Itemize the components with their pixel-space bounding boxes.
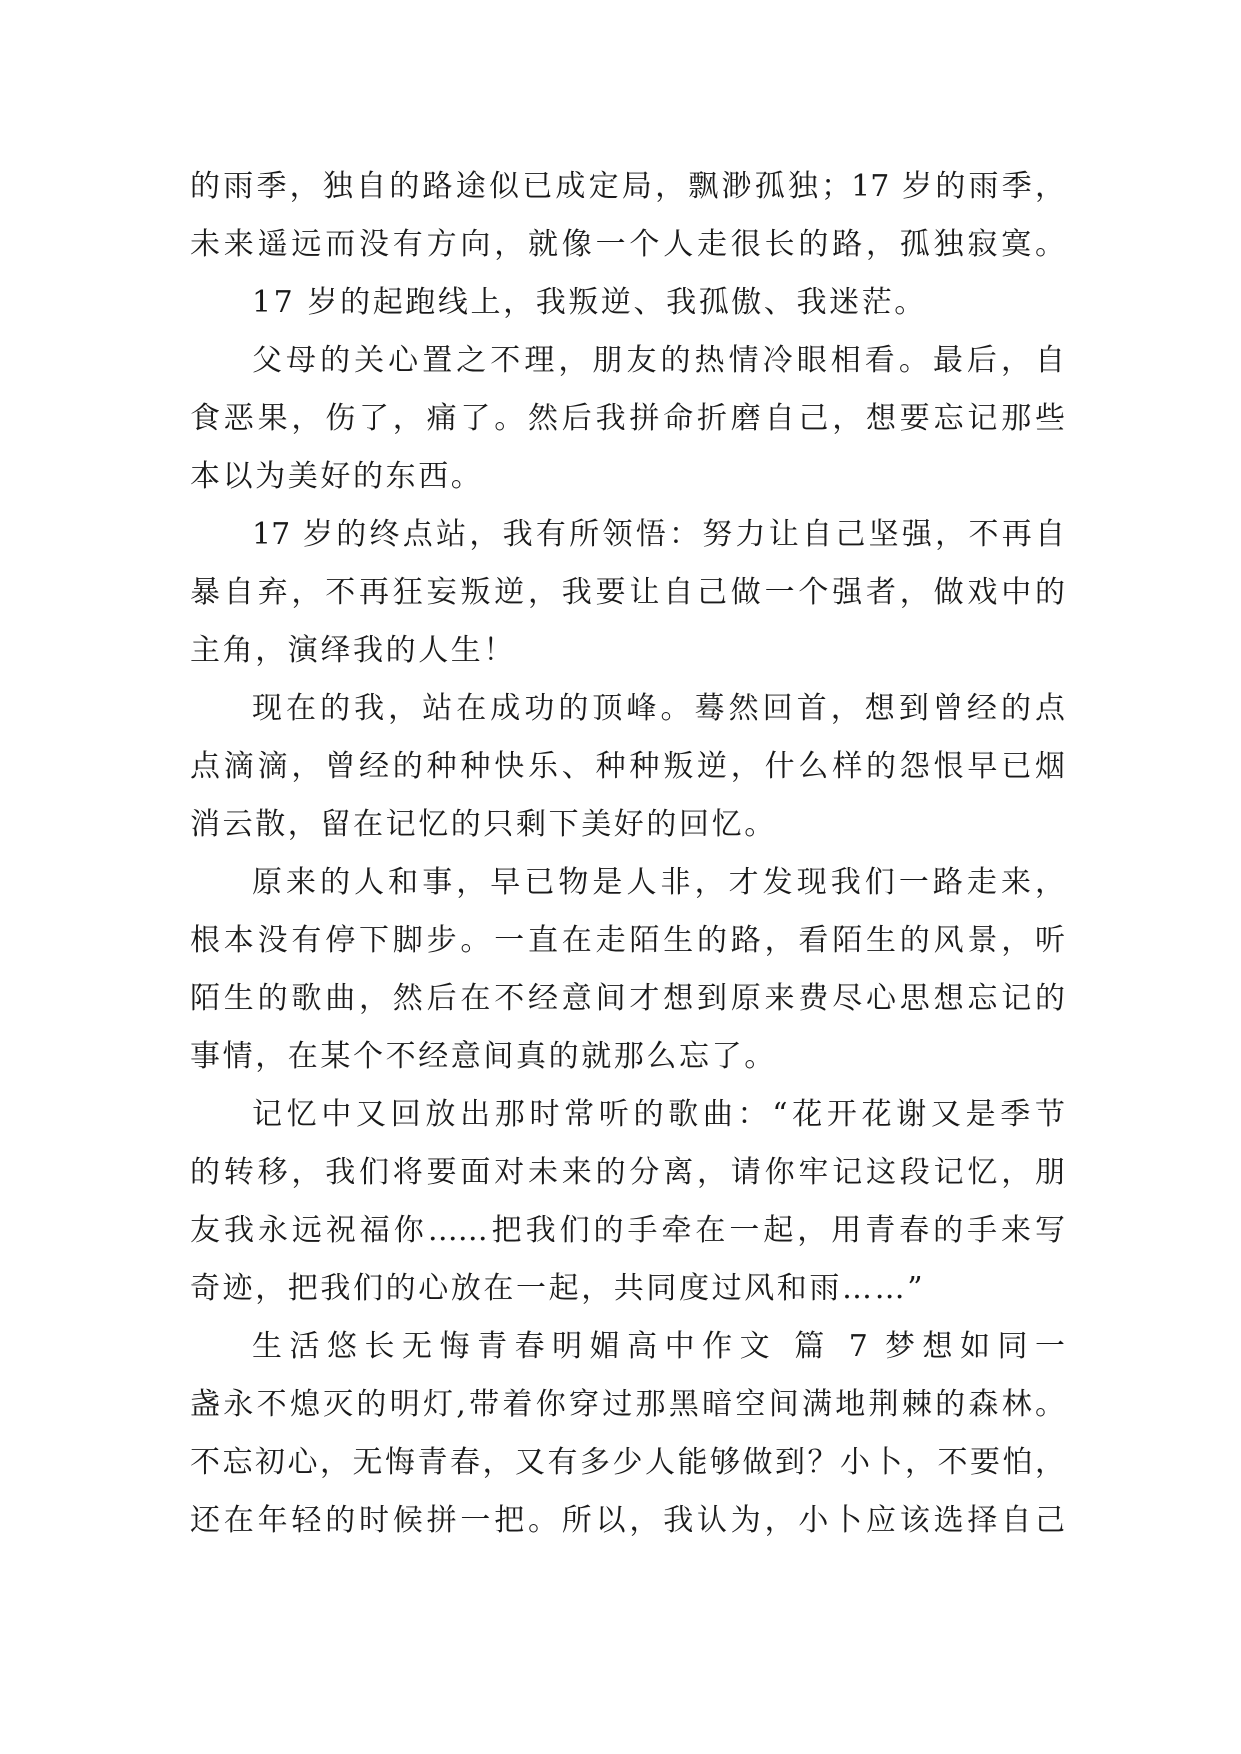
- paragraph-first-line: 生活悠长无悔青春明媚高中作文 篇 7 梦想如同一: [252, 1329, 1065, 1364]
- text-line: 的雨季，独自的路途似已成定局，飘渺孤独；17 岁的雨季，: [190, 169, 1065, 204]
- text-line: 不忘初心，无悔青春，又有多少人能够做到？小卜，不要怕，: [190, 1445, 1065, 1480]
- text-line: 的转移，我们将要面对未来的分离，请你牢记这段记忆，朋: [190, 1155, 1065, 1190]
- text-line: 主角，演绎我的人生！: [190, 633, 516, 668]
- text-line: 盏永不熄灭的明灯,带着你穿过那黑暗空间满地荆棘的森林。: [190, 1387, 1065, 1422]
- text-line: 暴自弃，不再狂妄叛逆，我要让自己做一个强者，做戏中的: [190, 575, 1065, 610]
- paragraph-first-line: 记忆中又回放出那时常听的歌曲：“花开花谢又是季节: [252, 1097, 1065, 1132]
- text-line: 本以为美好的东西。: [190, 459, 484, 494]
- text-line: 奇迹，把我们的心放在一起，共同度过风和雨……”: [190, 1271, 926, 1306]
- text-line: 未来遥远而没有方向，就像一个人走很长的路，孤独寂寞。: [190, 227, 1065, 262]
- text-line: 事情，在某个不经意间真的就那么忘了。: [190, 1039, 777, 1074]
- text-line: 还在年轻的时候拼一把。所以，我认为，小卜应该选择自己: [190, 1503, 1065, 1538]
- text-line: 食恶果，伤了，痛了。然后我拼命折磨自己，想要忘记那些: [190, 401, 1065, 436]
- document-body: [190, 158, 1065, 1550]
- text-line: 友我永远祝福你……把我们的手牵在一起，用青春的手来写: [190, 1213, 1065, 1248]
- text-line: 根本没有停下脚步。一直在走陌生的路，看陌生的风景，听: [190, 923, 1065, 958]
- paragraph-first-line: 原来的人和事，早已物是人非，才发现我们一路走来，: [252, 865, 1065, 900]
- paragraph-first-line: 17 岁的起跑线上，我叛逆、我孤傲、我迷茫。: [252, 285, 927, 320]
- text-line: 陌生的歌曲，然后在不经意间才想到原来费尽心思想忘记的: [190, 981, 1065, 1016]
- paragraph-first-line: 现在的我，站在成功的顶峰。蓦然回首，想到曾经的点: [252, 691, 1065, 726]
- text-line: 点滴滴，曾经的种种快乐、种种叛逆，什么样的怨恨早已烟: [190, 749, 1065, 784]
- paragraph-first-line: 父母的关心置之不理，朋友的热情冷眼相看。最后，自: [252, 343, 1065, 378]
- text-line: 消云散，留在记忆的只剩下美好的回忆。: [190, 807, 777, 842]
- paragraph-first-line: 17 岁的终点站，我有所领悟：努力让自己坚强，不再自: [252, 517, 1065, 552]
